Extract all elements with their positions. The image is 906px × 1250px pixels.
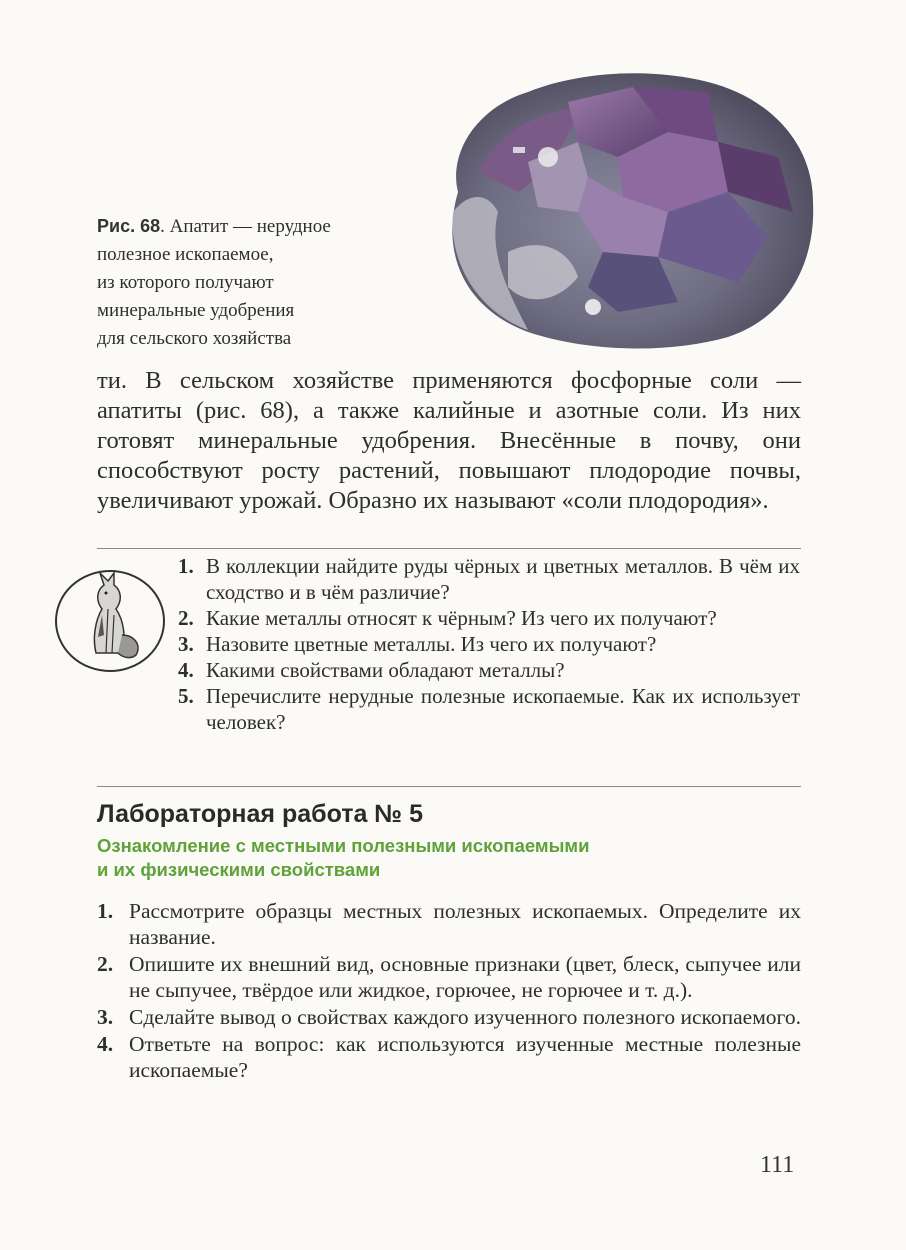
question-item: 3. Назовите цветные металлы. Из чего их получают? bbox=[178, 632, 657, 656]
figure-caption bbox=[97, 212, 397, 353]
lab-step-item: 3. Сделайте вывод о свойствах каждого изученного полезного ископаемого. bbox=[97, 1005, 801, 1029]
fox-emblem-icon bbox=[52, 565, 172, 675]
lab-step-item: 1. Рассмотрите образцы местных полезных ископаемых. Определите их название. bbox=[97, 899, 801, 949]
lab-step-item: 4. Ответьте на вопрос: как используются изученные местные полезные ископаемые? bbox=[97, 1032, 801, 1082]
caption-line-4: минеральные удобрения bbox=[97, 300, 295, 321]
main-paragraph: ти. В сельском хозяйстве применяются фосфорные соли — апатиты (рис. 68), а также калийные и азотные соли. Из них готовят минеральные удобрения. Внесённые в почву, они способствуют росту растений, повышают плодородие почвы, увеличивают урожай. Образно их называют «соли плодородия». bbox=[97, 367, 801, 514]
question-item: 1. В коллекции найдите руды чёрных и цветных металлов. В чём их сходство и в чём различие? bbox=[178, 554, 800, 604]
figure-label: Рис. 68 bbox=[97, 216, 161, 236]
caption-line-2: полезное ископаемое, bbox=[97, 244, 274, 265]
caption-line-5: для сельского хозяйства bbox=[97, 328, 292, 349]
lab-subtitle: Ознакомление с местными полезными ископаемыми и их физическими свойствами bbox=[97, 835, 590, 880]
lab-steps-list bbox=[97, 898, 801, 1084]
lab-title: Лабораторная работа № 5 bbox=[97, 800, 424, 828]
question-item: 5. Перечислите нерудные полезные ископаемые. Как их использует человек? bbox=[178, 684, 800, 734]
question-item: 2. Какие металлы относят к чёрным? Из чего их получают? bbox=[178, 606, 717, 630]
divider-bottom bbox=[97, 786, 801, 787]
divider-top bbox=[97, 548, 801, 549]
page-number: 111 bbox=[760, 1152, 795, 1178]
caption-line-1: . Апатит — нерудное bbox=[160, 216, 331, 237]
questions-list bbox=[178, 553, 800, 735]
lab-step-item: 2. Опишите их внешний вид, основные признаки (цвет, блеск, сыпучее или не сыпучее, твёрдое или жидкое, горючее, не горючее и т. д.). bbox=[97, 952, 801, 1002]
question-item: 4. Какими свойствами обладают металлы? bbox=[178, 658, 565, 682]
caption-line-3: из которого получают bbox=[97, 272, 274, 293]
apatite-mineral-photo bbox=[418, 62, 820, 352]
